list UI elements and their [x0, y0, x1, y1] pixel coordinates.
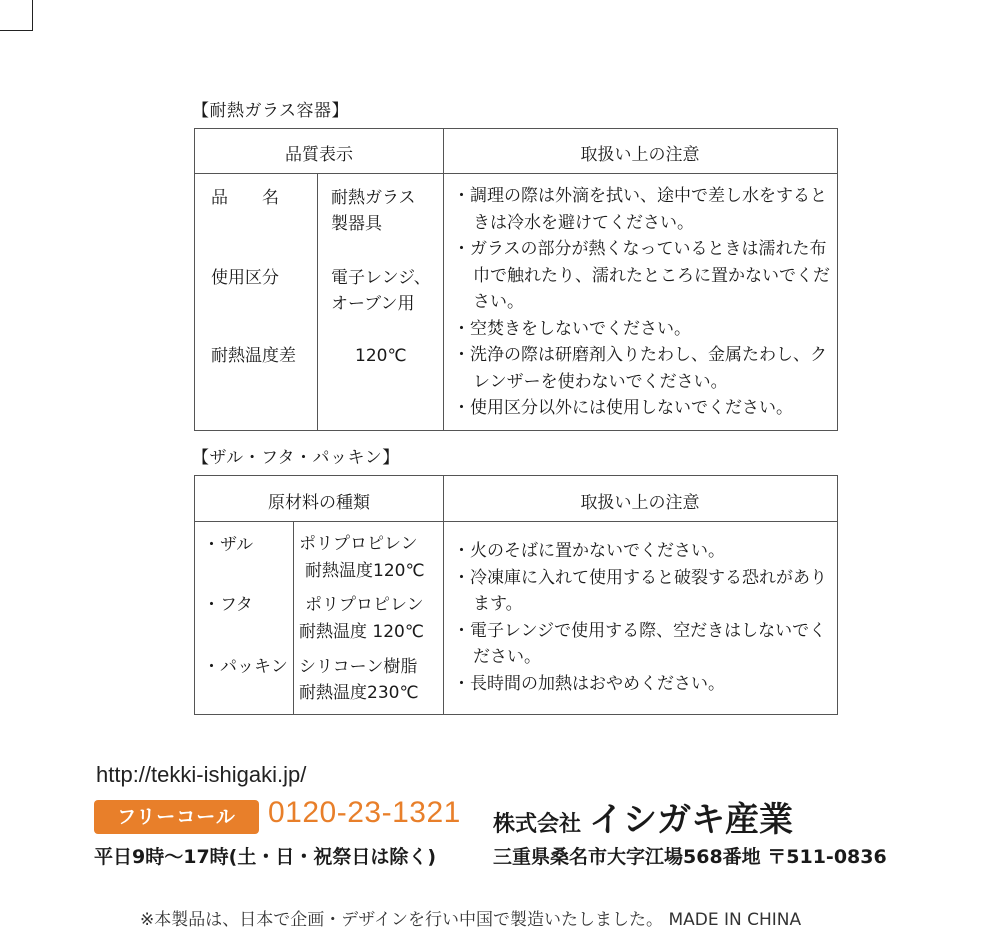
parts-row-heat: 耐熱温度230℃: [299, 683, 419, 703]
parts-row-name: ・ザル: [203, 535, 254, 555]
glass-header-quality: 品質表示: [285, 145, 353, 165]
list-item: ・洗浄の際は研磨剤入りたわし、金属たわし、クレンザーを使わないでください。: [453, 345, 827, 392]
parts-row-material: シリコーン樹脂: [299, 657, 418, 677]
website-url[interactable]: http://tekki-ishigaki.jp/: [96, 762, 307, 787]
parts-row-heat: 耐熱温度120℃: [305, 561, 425, 581]
table-divider: [293, 521, 294, 714]
parts-row-material: ポリプロピレン: [299, 534, 418, 554]
table-divider: [317, 173, 318, 430]
origin-note: ※本製品は、日本で企画・デザインを行い中国で製造いたしました。 MADE IN CHINA: [140, 910, 802, 930]
parts-section-title: 【ザル・フタ・パッキン】: [192, 448, 400, 468]
glass-row-label: 品 名: [211, 188, 279, 208]
crop-mark: [0, 0, 33, 31]
freecall-badge: フリーコール: [94, 800, 259, 834]
company-name: [493, 792, 793, 841]
glass-row-value: オーブン用: [331, 294, 415, 314]
company-address: 三重県桑名市大字江場568番地 〒511-0836: [493, 846, 887, 868]
glass-row-value: 耐熱ガラス: [331, 188, 416, 208]
list-item: ・火のそばに置かないでください。: [453, 541, 725, 561]
parts-table: [194, 475, 838, 715]
glass-row-value: 120℃: [355, 346, 407, 366]
parts-header-caution: 取扱い上の注意: [580, 493, 700, 513]
parts-row-heat: 耐熱温度 120℃: [299, 622, 424, 642]
glass-row-value: 電子レンジ、: [331, 268, 431, 288]
list-item: ・冷凍庫に入れて使用すると破裂する恐れがあります。: [453, 567, 827, 614]
glass-row-label: 耐熱温度差: [211, 346, 296, 366]
parts-row-material: ポリプロピレン: [305, 595, 424, 615]
parts-row-name: ・パッキン: [203, 657, 288, 677]
glass-header-caution: 取扱い上の注意: [580, 145, 700, 165]
list-item: ・使用区分以外には使用しないでください。: [453, 398, 793, 418]
glass-caution-list: [453, 183, 831, 422]
list-item: ・調理の際は外滴を拭い、途中で差し水をするときは冷水を避けてください。: [453, 186, 827, 233]
parts-row-name: ・フタ: [203, 595, 253, 615]
list-item: ・空焚きをしないでください。: [453, 318, 691, 339]
glass-section-title: 【耐熱ガラス容器】: [192, 101, 349, 121]
company-prefix: 株式会社: [493, 812, 582, 837]
glass-table: [194, 128, 838, 431]
table-divider: [195, 173, 837, 174]
business-hours: 平日9時〜17時(土・日・祝祭日は除く): [94, 846, 437, 868]
phone-number: 0120-23-1321: [268, 796, 461, 829]
parts-caution-list: [453, 538, 833, 697]
table-divider: [195, 521, 837, 522]
list-item: ・長時間の加熱はおやめください。: [453, 673, 725, 694]
company-brand: イシガキ産業: [589, 800, 794, 840]
parts-header-material: 原材料の種類: [268, 493, 370, 513]
list-item: ・ガラスの部分が熱くなっているときは濡れた布巾で触れたり、濡れたところに置かないでください。: [453, 239, 830, 312]
glass-row-value: 製器具: [331, 214, 382, 234]
list-item: ・電子レンジで使用する際、空だきはしないでください。: [453, 620, 827, 667]
table-divider: [443, 129, 444, 430]
glass-row-label: 使用区分: [211, 268, 279, 288]
